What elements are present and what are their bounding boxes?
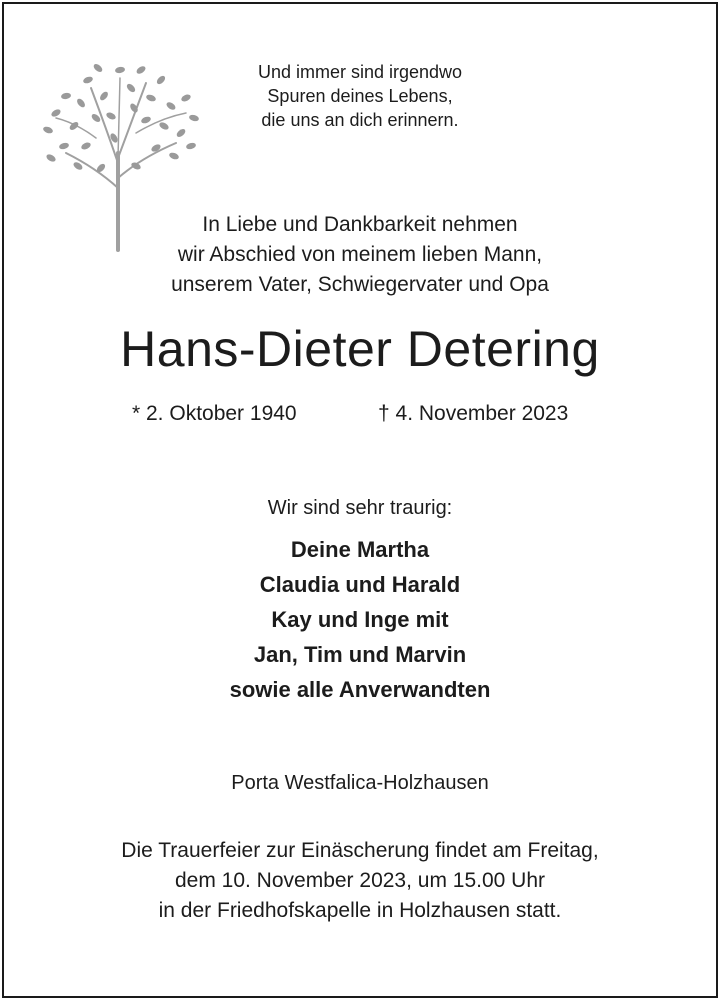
- mourner-3: Kay und Inge mit: [271, 607, 449, 632]
- service-line-2: dem 10. November 2023, um 15.00 Uhr: [174, 869, 546, 892]
- mourner-2: Claudia und Harald: [259, 572, 461, 597]
- birth-date: * 2. Oktober 1940: [132, 402, 297, 425]
- motto-line-3: die uns an dich erinnern.: [261, 110, 459, 130]
- intro-line-3: unserem Vater, Schwiegervater und Opa: [171, 273, 549, 296]
- motto-line-2: Spuren deines Lebens,: [267, 86, 453, 106]
- service-line-3: in der Friedhofskapelle in Holzhausen statt.: [158, 899, 562, 922]
- mourner-5: sowie alle Anverwandten: [229, 677, 491, 702]
- intro-line-1: In Liebe und Dankbarkeit nehmen: [202, 213, 518, 236]
- mourner-4: Jan, Tim und Marvin: [253, 642, 467, 667]
- death-date: † 4. November 2023: [378, 402, 569, 425]
- motto-line-1: Und immer sind irgendwo: [257, 62, 463, 82]
- deceased-name: Hans-Dieter Detering: [120, 321, 600, 377]
- service-line-1: Die Trauerfeier zur Einäscherung findet am Freitag,: [121, 839, 599, 862]
- intro-line-2: wir Abschied von meinem lieben Mann,: [177, 243, 543, 266]
- mourners-intro: Wir sind sehr traurig:: [267, 497, 453, 519]
- mourner-1: Deine Martha: [290, 537, 430, 562]
- place: Porta Westfalica-Holzhausen: [231, 772, 489, 794]
